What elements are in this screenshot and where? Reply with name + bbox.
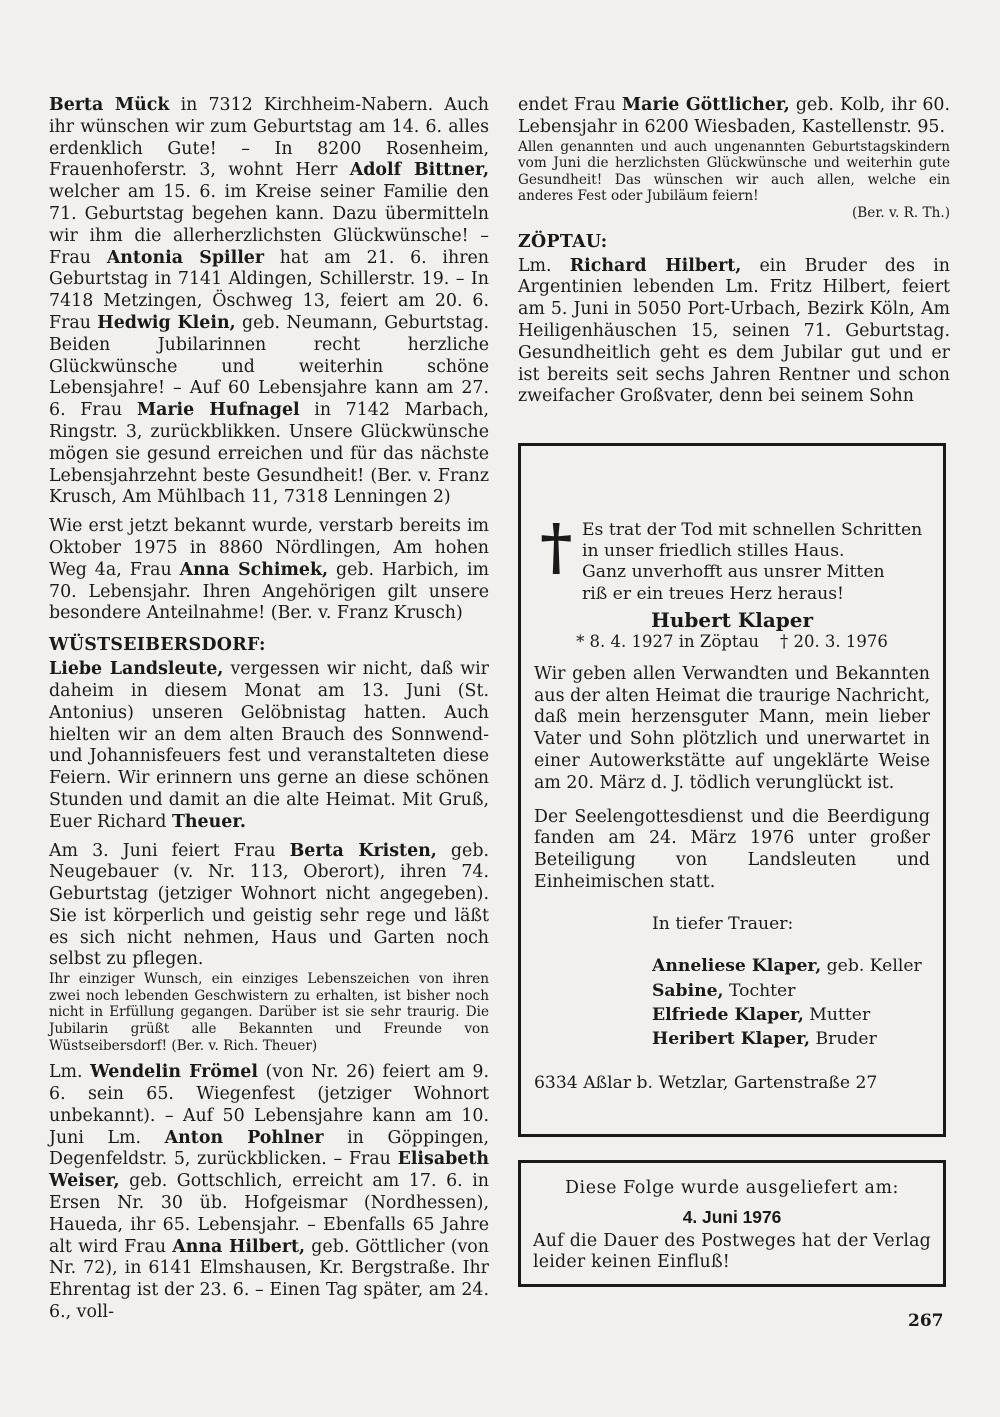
text-run: Lm. <box>518 255 570 276</box>
article-paragraph <box>518 95 950 139</box>
text-run: in Göppingen, Degenfeldstr. 5, zurückblicken. – Frau <box>49 1127 489 1170</box>
mourner: Anneliese Klaper, geb. Keller <box>652 956 922 977</box>
article-paragraph <box>49 659 489 833</box>
text-run: geb. Gottschlich, erreicht am 17. 6. in Ersen Nr. 30 üb. Hofgeismar (Nordhessen), Haueda, ihr 65. Lebensjahr. – Ebenfalls 65 Jahre alt wird Frau <box>49 1171 489 1257</box>
text-run: Wie erst jetzt bekannt wurde, verstarb bereits im Oktober 1975 in 8860 Nördlingen, Am hohen Weg 4a, Frau <box>49 516 489 580</box>
name-highlight: Antonia Spiller <box>106 247 265 268</box>
text-run: geb. Göttlicher (von Nr. 72), in 6141 Elmshausen, Kr. Bergstraße. Ihr Ehrentag ist der 23. 6. – Einen Tag später, am 24. 6., voll- <box>49 1236 489 1323</box>
name-highlight: Theuer. <box>171 811 246 832</box>
obituary-text: Der Seelengottesdienst und die Beerdigung fanden am 24. März 1976 unter großer Beteiligung von Landsleuten und Einheimischen statt. <box>534 806 930 892</box>
notice-date: 4. Juni 1976 <box>682 1207 782 1227</box>
section-heading: WÜSTSEIBERSDORF: <box>49 635 266 656</box>
verse-line: Es trat der Tod mit schnellen Schritten <box>582 520 923 540</box>
life-dates: * 8. 4. 1927 in Zöptau † 20. 3. 1976 <box>576 631 888 651</box>
name-highlight: Marie Göttlicher, <box>621 95 790 115</box>
text-run: Lm. <box>49 1062 91 1083</box>
name-highlight: Wendelin Frömel <box>90 1062 258 1083</box>
name-highlight: Berta Mück <box>49 95 170 115</box>
mourner-address: 6334 Aßlar b. Wetzlar, Gartenstraße 27 <box>534 1072 878 1093</box>
text-run: (von Nr. 26) feiert am 9. 6. sein 65. Wiegenfest (jetziger Wohnort unbekannt). – Auf 50 Lebensjahre kann am 10. Juni Lm. <box>49 1062 489 1148</box>
text-run: geb. Harbich, im 70. Lebensjahr. Ihren Angehörigen gilt unsere besondere Anteilnahme! (Ber. v. Franz Krusch) <box>49 559 489 624</box>
article-paragraph <box>49 95 489 509</box>
name-highlight: Berta Kristen, <box>289 840 437 861</box>
text-run: in 7142 Marbach, Ringstr. 3, zurückblikken. Unsere Glückwünsche mögen sie gesund erreichen und für das nächste Lebensjahrzehnt beste Gesundheit! (Ber. v. Franz Krusch, Am Mühlbach 11, 7318 Lenningen 2) <box>49 400 489 508</box>
article-paragraph <box>49 516 489 625</box>
name-highlight: Elisabeth Weiser, <box>49 1149 489 1192</box>
delivery-notice-box <box>518 1160 946 1287</box>
page-number: 267 <box>908 1311 944 1331</box>
mourners-list <box>652 912 930 1052</box>
verse-line: Ganz unverhofft aus unsrer Mitten <box>582 562 885 583</box>
text-run: in 7312 Kirchheim-Nabern. Auch ihr wünschen wir zum Geburtstag am 14. 6. alles erdenklich Gute! – In 8200 Rosenheim, Frauenhoferstr. 3, wohnt Herr <box>49 95 489 181</box>
text-run: Am 3. Juni feiert Frau <box>49 840 290 861</box>
obituary-box <box>518 443 946 1137</box>
text-run: ein Bruder des in Argentinien lebenden Lm. Fritz Hilbert, feiert am 5. Juni in 5050 Port-Urbach, Bezirk Köln, Am Heiligenhäuschen 15, seinen 71. Geburtstag. Gesundheitlich geht es dem Jubilar gut und er ist bereits seit sechs Jahren Rentner und schon zweifacher Großvater, denn bei seinem Sohn <box>518 255 950 407</box>
text-run: geb. Kolb, ihr 60. Lebensjahr in 6200 Wiesbaden, Kastellenstr. 95. <box>518 95 950 137</box>
verse-line: in unser friedlich stilles Haus. <box>582 541 845 562</box>
section-heading: ZÖPTAU: <box>518 231 608 252</box>
name-highlight: Liebe Landsleute, <box>49 659 224 680</box>
text-run: Ihr einziger Wunsch, ein einziges Lebenszeichen von ihren zwei noch lebenden Geschwistern zu erhalten, ist bisher noch nicht in Erfüllung gegangen. Darüber ist sie sehr traurig. Die Jubilarin grüßt alle Bekannten und Freunde von Wüstseibersdorf! (Ber. v. Rich. Theuer) <box>49 971 489 1054</box>
name-highlight: Marie Hufnagel <box>136 400 300 421</box>
notice-body: Auf die Dauer des Postweges hat der Verlag leider keinen Einfluß! <box>533 1231 931 1272</box>
mourner: Elfriede Klaper, Mutter <box>652 1005 871 1025</box>
name-highlight: Anna Hilbert, <box>172 1236 306 1257</box>
name-highlight: Anna Schimek, <box>179 559 329 580</box>
left-column <box>49 95 489 1331</box>
text-run: geb. Neumann, Geburtstag. Beiden Jubilarinnen recht herzliche Glückwünsche und weiterhin schöne Lebensjahre! – Auf 60 Lebensjahre kann am 27. 6. Frau <box>49 312 489 421</box>
name-highlight: Anton Pohlner <box>164 1127 324 1148</box>
article-paragraph <box>49 1062 489 1324</box>
name-highlight: Richard Hilbert, <box>569 255 742 276</box>
article-small-paragraph <box>518 139 950 205</box>
name-highlight: Hedwig Klein, <box>97 312 236 333</box>
obituary-text: Wir geben allen Verwandten und Bekannten aus der alten Heimat die traurige Nachricht, daß mein herzensguter Mann, mein lieber Vater und Sohn plötzlich und unerwartet in einer Autowerkstätte auf ungeklärte Weise am 20. März d. J. tödlich verunglückt ist. <box>534 663 930 793</box>
article-paragraph <box>518 256 950 409</box>
obituary-verse <box>534 510 930 605</box>
article-paragraph <box>49 841 489 972</box>
deceased-name: Hubert Klaper <box>650 607 814 632</box>
verse-line: riß er ein treues Herz heraus! <box>582 583 844 604</box>
notice-heading: Diese Folge wurde ausgeliefert am: <box>565 1178 899 1198</box>
mourner: Sabine, Tochter <box>652 980 796 1001</box>
mourner: Heribert Klaper, Bruder <box>652 1029 877 1050</box>
text-run: Allen genannten und auch ungenannten Geburtstagskindern vom Juni die herzlichsten Glückwünsche und weiterhin gute Gesundheit! Das wünschen wir auch allen, welche ein anderes Fest oder Jubiläum feiern! <box>518 138 950 205</box>
name-highlight: Adolf Bittner, <box>349 160 489 181</box>
report-credit: (Ber. v. R. Th.) <box>851 204 950 221</box>
text-run: welcher am 15. 6. im Kreise seiner Familie den 71. Geburtstag begehen kann. Dazu übermitteln wir ihm die allerherzlichsten Glückwünsche! – Frau <box>49 182 489 268</box>
text-run: endet Frau <box>518 95 622 115</box>
text-run: vergessen wir nicht, daß wir daheim in diesem Monat am 13. Juni (St. Antonius) unseren Gelöbnistag hatten. Auch hielten wir an dem alten Brauch des Sonnwend- und Johannisfeuers fest und veranstalteten diese Feiern. Wir erinnern uns gerne an diese schönen Stunden und damit an die alte Heimat. Mit Gruß, Euer Richard <box>49 659 489 832</box>
text-run: geb. Neugebauer (v. Nr. 113, Oberort), ihren 74. Geburtstag (jetziger Wohnort nicht angegeben). Sie ist körperlich und geistig sehr rege und läßt es sich nicht nehmen, Haus und Garten noch selbst zu pflegen. <box>49 840 489 970</box>
right-column <box>518 95 950 415</box>
mourning-lead: In tiefer Trauer: <box>652 913 794 934</box>
cross-icon: † <box>540 510 573 583</box>
article-small-paragraph <box>49 971 489 1054</box>
text-run: hat am 21. 6. ihren Geburtstag in 7141 Aldingen, Schillerstr. 19. – In 7418 Metzingen, Öschweg 13, feiert am 20. 6. Frau <box>49 247 489 333</box>
